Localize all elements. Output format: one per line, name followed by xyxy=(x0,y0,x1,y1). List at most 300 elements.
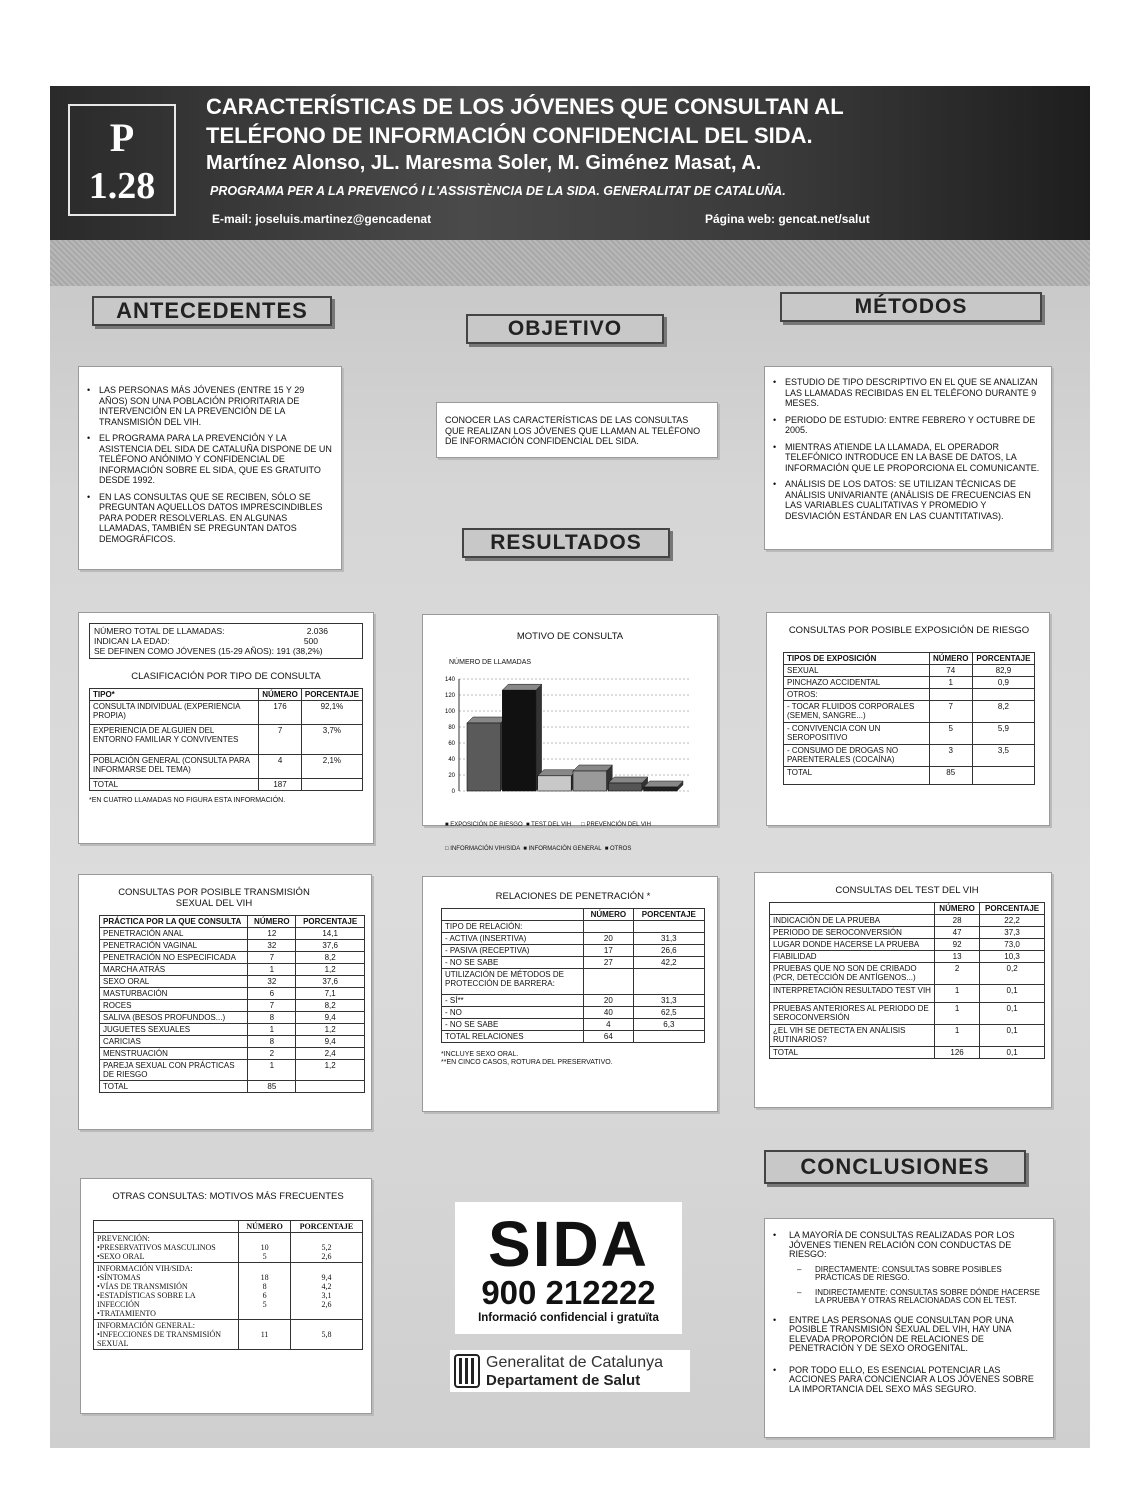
table-cell: TOTAL RELACIONES xyxy=(442,1031,584,1043)
table-cell xyxy=(584,921,634,933)
table-row xyxy=(770,915,1045,927)
table-cell: 20 xyxy=(584,933,634,945)
table-cell: 6,3 xyxy=(633,1019,704,1031)
title-line-2: TELÉFONO DE INFORMACIÓN CONFIDENCIAL DEL SIDA. xyxy=(206,123,813,148)
summary-label: NÚMERO TOTAL DE LLAMADAS: xyxy=(94,626,225,636)
conclusiones-heading: CONCLUSIONES xyxy=(764,1150,1026,1184)
generalitat-logo xyxy=(450,1350,690,1392)
table-cell: 8,2 xyxy=(296,952,365,964)
table-cell: TOTAL xyxy=(784,767,930,785)
table-row xyxy=(442,1031,705,1043)
poster-title xyxy=(206,92,1066,150)
bullet-icon: • xyxy=(773,1314,777,1325)
table-row xyxy=(90,701,363,725)
table-row xyxy=(770,1025,1045,1047)
table-cell: 1 xyxy=(929,677,972,689)
antecedentes-item: • EN LAS CONSULTAS QUE SE RECIBEN, SÓLO SE PREGUNTAN AQUELLOS DATOS IMPRESCINDIBLES PARA PODER RESOLVERLAS. EN ALGUNAS LLAMADAS, TAMBIÉN SE PREGUNTAN DATOS DEMOGRÁFICOS. xyxy=(85,492,333,545)
table-cell: 3 xyxy=(929,745,972,767)
table-cell: SEXUAL xyxy=(784,665,930,677)
y-tick-label: 120 xyxy=(444,693,455,699)
column-header xyxy=(94,1221,239,1233)
summary-box xyxy=(89,623,363,659)
table-title: CONSULTAS POR POSIBLE EXPOSICIÓN DE RIESGO xyxy=(788,625,1030,636)
table-cell: 32 xyxy=(248,940,296,952)
table-cell: PREVENCIÓN: •PRESERVATIVOS MASCULINOS •SEXO ORAL xyxy=(94,1233,239,1263)
conclusion-item xyxy=(773,1231,1045,1306)
table-cell: MENSTRUACIÓN xyxy=(100,1048,248,1060)
y-tick-label: 40 xyxy=(448,757,455,763)
conclusion-text: POR TODO ELLO, ES ESENCIAL POTENCIAR LAS ACCIONES PARA CONCIENCIAR A LOS JÓVENES SOBRE LA IMPORTANCIA DEL SEXO MÁS SEGURO. xyxy=(789,1364,1034,1394)
column-header: NÚMERO xyxy=(239,1221,291,1233)
table-cell: 9,4 4,2 3,1 2,6 xyxy=(290,1263,362,1320)
table-row xyxy=(100,1060,365,1081)
exposicion-card xyxy=(766,612,1050,826)
objetivo-card xyxy=(436,402,718,458)
website: Página web: gencat.net/salut xyxy=(705,212,870,226)
table-row xyxy=(100,928,365,940)
column-header xyxy=(770,903,935,915)
column-header: PORCENTAJE xyxy=(290,1221,362,1233)
column-header: PORCENTAJE xyxy=(301,689,362,701)
table-cell: - ACTIVA (INSERTIVA) xyxy=(442,933,584,945)
table-cell: 8 xyxy=(248,1012,296,1024)
bar-1 xyxy=(467,717,507,791)
table-row xyxy=(94,1263,363,1320)
table-row xyxy=(442,945,705,957)
table-cell: 11 xyxy=(239,1320,291,1350)
metodos-heading: MÉTODOS xyxy=(780,292,1042,322)
table-cell: ROCES xyxy=(100,1000,248,1012)
table-cell: 1,2 xyxy=(296,1060,365,1081)
table-row xyxy=(770,1003,1045,1025)
table-cell: 37,3 xyxy=(980,927,1045,939)
table-title: CONSULTAS POR POSIBLE TRANSMISIÓN SEXUAL DEL VIH xyxy=(118,887,310,909)
table-cell: 3,7% xyxy=(301,725,362,755)
table-row xyxy=(100,1000,365,1012)
table-row xyxy=(784,745,1035,767)
table-cell: SEXO ORAL xyxy=(100,976,248,988)
table-cell: 6 xyxy=(248,988,296,1000)
table-cell: PENETRACIÓN NO ESPECIFICADA xyxy=(100,952,248,964)
table-cell: 18 8 6 5 xyxy=(239,1263,291,1320)
table-header-row xyxy=(784,653,1035,665)
column-header: NÚMERO xyxy=(935,903,980,915)
table-row xyxy=(442,969,705,995)
table-cell: 1 xyxy=(248,964,296,976)
table-cell: 9,4 xyxy=(296,1036,365,1048)
table-cell: MARCHA ATRÁS xyxy=(100,964,248,976)
metodos-item: • PERIODO DE ESTUDIO: ENTRE FEBRERO Y OCTUBRE DE 2005. xyxy=(771,415,1043,436)
table-cell: SALIVA (BESOS PROFUNDOS...) xyxy=(100,1012,248,1024)
table-cell: 73,0 xyxy=(980,939,1045,951)
table-cell: 37,6 xyxy=(296,976,365,988)
table-row xyxy=(784,701,1035,723)
column-header: NÚMERO xyxy=(248,916,296,928)
antecedentes-item: • EL PROGRAMA PARA LA PREVENCIÓN Y LA ASISTENCIA DEL SIDA DE CATALUÑA DISPONE DE UN TELÉFONO ANÓNIMO Y CONFIDENCIAL DE INFORMACIÓN SOBRE EL SIDA, QUE ES GRATUITO DESDE 1992. xyxy=(85,433,333,486)
table-cell xyxy=(972,767,1034,785)
legend-line: □ INFORMACIÓN VIH/SIDA ■ INFORMACIÓN GENERAL ■ OTROS xyxy=(445,846,632,852)
table-cell xyxy=(301,779,362,791)
table-cell: 5,2 2,6 xyxy=(290,1233,362,1263)
metodos-card xyxy=(764,366,1052,550)
bullet-icon: • xyxy=(773,1230,777,1240)
table-row xyxy=(442,1007,705,1019)
table-cell: EXPERIENCIA DE ALGUIEN DEL ENTORNO FAMILIAR Y CONVIVENTES xyxy=(90,725,259,755)
table-title: OTRAS CONSULTAS: MOTIVOS MÁS FRECUENTES xyxy=(112,1191,344,1202)
table-row xyxy=(94,1233,363,1263)
table-cell: JUGUETES SEXUALES xyxy=(100,1024,248,1036)
table-cell: 13 xyxy=(935,951,980,963)
table-cell: 2 xyxy=(248,1048,296,1060)
table-cell: 126 xyxy=(935,1047,980,1059)
chart-ylabel: NÚMERO DE LLAMADAS xyxy=(449,659,532,666)
table-cell: - PASIVA (RECEPTIVA) xyxy=(442,945,584,957)
table-row xyxy=(100,940,365,952)
metodos-item: • MIENTRAS ATIENDE LA LLAMADA, EL OPERADOR TELEFÓNICO INTRODUCE EN LA BASE DE DATOS, LA INFORMACIÓN QUE LE PROPORCIONA EL COMUNICANTE. xyxy=(771,442,1043,474)
generalitat-emblem-icon xyxy=(454,1354,480,1388)
table-cell: 14,1 xyxy=(296,928,365,940)
motivo-chart xyxy=(423,673,719,803)
column-header xyxy=(442,909,584,921)
y-tick-label: 140 xyxy=(444,677,455,683)
bar-6 xyxy=(644,781,684,791)
sida-phone: 900 212222 xyxy=(481,1274,656,1311)
legend-line: ■ EXPOSICIÓN DE RIESGO ■ TEST DEL VIH □ PREVENCIÓN DEL VIH xyxy=(445,822,651,828)
poster-number: 1.28 xyxy=(88,165,156,207)
bar-5 xyxy=(608,777,648,791)
table-cell: 7,1 xyxy=(296,988,365,1000)
table-row xyxy=(770,1047,1045,1059)
table-row xyxy=(100,976,365,988)
summary-value: 500 xyxy=(303,636,318,646)
tipo-consulta-table xyxy=(89,688,363,791)
table-cell xyxy=(972,689,1034,701)
y-tick-label: 60 xyxy=(448,741,455,747)
table-cell: TOTAL xyxy=(770,1047,935,1059)
table-cell: 0,1 xyxy=(980,985,1045,1003)
table-row xyxy=(442,933,705,945)
table-row xyxy=(94,1320,363,1350)
table-cell: 64 xyxy=(584,1031,634,1043)
table-cell: INTERPRETACIÓN RESULTADO TEST VIH xyxy=(770,985,935,1003)
table-cell: 62,5 xyxy=(633,1007,704,1019)
table-cell: - NO SE SABE xyxy=(442,957,584,969)
table-cell: 1 xyxy=(248,1024,296,1036)
table-header-row xyxy=(100,916,365,928)
chart-title: MOTIVO DE CONSULTA xyxy=(516,631,624,642)
column-header: PRÁCTICA POR LA QUE CONSULTA xyxy=(100,916,248,928)
table-cell: 1 xyxy=(935,1003,980,1025)
table-cell: 10,3 xyxy=(980,951,1045,963)
sida-advert xyxy=(455,1202,682,1334)
table-cell: 92 xyxy=(935,939,980,951)
table-cell: PAREJA SEXUAL CON PRÁCTICAS DE RIESGO xyxy=(100,1060,248,1081)
test-vih-table xyxy=(769,902,1045,1059)
conclusion-subitem xyxy=(789,1266,1045,1283)
bar-4 xyxy=(573,765,613,791)
table-cell xyxy=(929,689,972,701)
table-cell: 5 xyxy=(929,723,972,745)
table-row xyxy=(90,779,363,791)
dash-icon: – xyxy=(797,1287,802,1297)
table-cell: CONSULTA INDIVIDUAL (EXPERIENCIA PROPIA) xyxy=(90,701,259,725)
table-cell xyxy=(633,1031,704,1043)
table-row xyxy=(100,952,365,964)
metodos-item: • ESTUDIO DE TIPO DESCRIPTIVO EN EL QUE SE ANALIZAN LAS LLAMADAS RECIBIDAS EN EL TELÉFONO DURANTE 9 MESES. xyxy=(771,377,1043,409)
transmision-table xyxy=(99,915,365,1093)
sida-word: SIDA xyxy=(488,1208,649,1280)
y-tick-label: 0 xyxy=(451,789,455,795)
table-cell: 12 xyxy=(248,928,296,940)
table-cell: PENETRACIÓN ANAL xyxy=(100,928,248,940)
table-row xyxy=(442,995,705,1007)
table-cell: - SÍ** xyxy=(442,995,584,1007)
table-cell: 1,2 xyxy=(296,1024,365,1036)
conclusion-text: LA MAYORÍA DE CONSULTAS REALIZADAS POR LOS JÓVENES TIENEN RELACIÓN CON CONDUCTAS DE RIESGO: xyxy=(789,1230,1015,1259)
table-row xyxy=(100,1024,365,1036)
table-cell xyxy=(633,921,704,933)
objetivo-text: CONOCER LAS CARACTERÍSTICAS DE LAS CONSULTAS QUE REALIZAN LOS JÓVENES QUE LLAMAN AL TELÉFONO DE INFORMACIÓN CONFIDENCIAL DEL SIDA. xyxy=(445,415,701,446)
summary-line xyxy=(94,626,358,636)
table-header-row xyxy=(90,689,363,701)
y-tick-label: 100 xyxy=(444,709,455,715)
table-cell xyxy=(296,1081,365,1093)
table-cell: 17 xyxy=(584,945,634,957)
chart-legend xyxy=(445,805,651,869)
table-row xyxy=(442,1019,705,1031)
table-cell: 85 xyxy=(929,767,972,785)
table-cell: TIPO DE RELACIÓN: xyxy=(442,921,584,933)
table-cell xyxy=(633,969,704,995)
table-cell: 74 xyxy=(929,665,972,677)
table-cell: 0,1 xyxy=(980,1003,1045,1025)
table-row xyxy=(100,1048,365,1060)
conclusion-subtext: DIRECTAMENTE: CONSULTAS SOBRE POSIBLES PRÁCTICAS DE RIESGO. xyxy=(815,1264,1002,1282)
table-cell: 20 xyxy=(584,995,634,1007)
summary-label: INDICAN LA EDAD: xyxy=(94,636,170,646)
table-cell: 0,9 xyxy=(972,677,1034,689)
antecedentes-item: • LAS PERSONAS MÁS JÓVENES (ENTRE 15 Y 29 AÑOS) SON UNA POBLACIÓN PRIORITARIA DE INTERVENCIÓN EN LA PREVENCIÓN DE LA TRANSMISIÓN DEL VIH. xyxy=(85,385,333,427)
table-row xyxy=(770,963,1045,985)
summary-value: 2.036 xyxy=(306,626,328,636)
table-cell: MASTURBACIÓN xyxy=(100,988,248,1000)
table-title: RELACIONES DE PENETRACIÓN * xyxy=(495,891,651,902)
table-cell: 8,2 xyxy=(972,701,1034,723)
table-header-row xyxy=(770,903,1045,915)
table-row xyxy=(442,921,705,933)
table-cell: 1,2 xyxy=(296,964,365,976)
y-tick-label: 20 xyxy=(448,773,455,779)
table-cell: 0,1 xyxy=(980,1025,1045,1047)
table-cell: 8 xyxy=(248,1036,296,1048)
program: PROGRAMA PER A LA PREVENCÓ I L'ASSISTÈNCIA DE LA SIDA. GENERALITAT DE CATALUÑA. xyxy=(210,184,786,198)
table-cell: - NO SE SABE xyxy=(442,1019,584,1031)
table-cell: 2,1% xyxy=(301,755,362,779)
email: E-mail: joseluis.martinez@gencadenat xyxy=(212,212,432,226)
table-cell: CARICIAS xyxy=(100,1036,248,1048)
table-cell: UTILIZACIÓN DE MÉTODOS DE PROTECCIÓN DE BARRERA: xyxy=(442,969,584,995)
table-cell: - TOCAR FLUIDOS CORPORALES (SEMEN, SANGRE...) xyxy=(784,701,930,723)
table-row xyxy=(100,1081,365,1093)
table-cell: 82,9 xyxy=(972,665,1034,677)
table-cell: 31,3 xyxy=(633,995,704,1007)
conclusion-item xyxy=(773,1366,1045,1395)
table-cell: 8,2 xyxy=(296,1000,365,1012)
table-row xyxy=(784,665,1035,677)
table-cell: 10 5 xyxy=(239,1233,291,1263)
table-cell: PRUEBAS QUE NO SON DE CRIBADO (PCR, DETECCIÓN DE ANTÍGENOS...) xyxy=(770,963,935,985)
table-cell: 2,4 xyxy=(296,1048,365,1060)
table-cell: 92,1% xyxy=(301,701,362,725)
table-cell: 32 xyxy=(248,976,296,988)
table-cell: 28 xyxy=(935,915,980,927)
table-row xyxy=(100,1012,365,1024)
table-cell: TOTAL xyxy=(90,779,259,791)
summary-line xyxy=(94,636,358,646)
column-header: TIPO* xyxy=(90,689,259,701)
table-title: CONSULTAS DEL TEST DEL VIH xyxy=(835,885,979,896)
motivo-chart-card xyxy=(422,614,718,852)
table-row xyxy=(770,985,1045,1003)
penetracion-table xyxy=(441,908,705,1043)
table-header-row xyxy=(442,909,705,921)
department-name: Departament de Salut xyxy=(486,1372,641,1389)
table-cell: 2 xyxy=(935,963,980,985)
penetracion-card xyxy=(422,876,718,1112)
table-cell: POBLACIÓN GENERAL (CONSULTA PARA INFORMARSE DEL TEMA) xyxy=(90,755,259,779)
table-cell: 187 xyxy=(259,779,302,791)
table-cell: 4 xyxy=(259,755,302,779)
table-cell: 27 xyxy=(584,957,634,969)
bullet-icon: • xyxy=(773,1364,777,1375)
table-row xyxy=(770,927,1045,939)
poster-letter: P xyxy=(109,115,135,160)
metodos-item: • ANÁLISIS DE LOS DATOS: SE UTILIZAN TÉCNICAS DE ANÁLISIS UNIVARIANTE (ANÁLISIS DE FRECUENCIAS EN LAS VARIABLES CUALITATIVAS Y PROMEDIO Y DESVIACIÓN ESTÁNDAR EN LAS CUANTITATIVAS). xyxy=(771,479,1043,521)
table-row xyxy=(90,725,363,755)
table-cell: 4 xyxy=(584,1019,634,1031)
bar-3 xyxy=(538,770,578,791)
table-cell: 0,1 xyxy=(980,1047,1045,1059)
table-row xyxy=(784,677,1035,689)
table-cell: 5,9 xyxy=(972,723,1034,745)
table-row xyxy=(90,755,363,779)
header-band xyxy=(50,240,1090,286)
table-cell: 37,6 xyxy=(296,940,365,952)
table-row xyxy=(770,951,1045,963)
tipo-consulta-card xyxy=(78,612,374,844)
column-header: NÚMERO xyxy=(929,653,972,665)
table-row xyxy=(784,767,1035,785)
column-header: NÚMERO xyxy=(259,689,302,701)
table-cell: INFORMACIÓN GENERAL: •INFECCIONES DE TRANSMISIÓN SEXUAL xyxy=(94,1320,239,1350)
y-tick-label: 80 xyxy=(448,725,455,731)
table-cell: 42,2 xyxy=(633,957,704,969)
table-row xyxy=(100,1036,365,1048)
column-header: NÚMERO xyxy=(584,909,634,921)
title-line-1: CARACTERÍSTICAS DE LOS JÓVENES QUE CONSULTAN AL xyxy=(206,94,844,119)
column-header: PORCENTAJE xyxy=(296,916,365,928)
table-cell: PENETRACIÓN VAGINAL xyxy=(100,940,248,952)
table-cell: - CONSUMO DE DROGAS NO PARENTERALES (COCAÍNA) xyxy=(784,745,930,767)
table-cell: 31,3 xyxy=(633,933,704,945)
table-cell: 1 xyxy=(935,985,980,1003)
column-header: TIPOS DE EXPOSICIÓN xyxy=(784,653,930,665)
table-cell: 176 xyxy=(259,701,302,725)
table-note xyxy=(441,1051,705,1067)
table-cell: PINCHAZO ACCIDENTAL xyxy=(784,677,930,689)
column-header: PORCENTAJE xyxy=(980,903,1045,915)
table-row xyxy=(100,964,365,976)
table-cell: 7 xyxy=(929,701,972,723)
conclusion-subtext: INDIRECTAMENTE: CONSULTAS SOBRE DÓNDE HACERSE LA PRUEBA Y OTRAS RELACIONADAS CON EL TEST. xyxy=(815,1287,1040,1305)
table-cell: 22,2 xyxy=(980,915,1045,927)
exposicion-table xyxy=(783,652,1035,785)
table-cell: ¿EL VIH SE DETECTA EN ANÁLISIS RUTINARIOS? xyxy=(770,1025,935,1047)
table-row xyxy=(100,988,365,1000)
table-row xyxy=(784,723,1035,745)
conclusion-item xyxy=(773,1316,1045,1354)
table-cell: INDICACIÓN DE LA PRUEBA xyxy=(770,915,935,927)
table-row xyxy=(442,957,705,969)
conclusion-text: ENTRE LAS PERSONAS QUE CONSULTAN POR UNA POSIBLE TRANSMISIÓN SEXUAL DEL VIH, HAY UNA ELEVADA PROPORCIÓN DE RELACIONES DE PENETRACIÓN Y DE SEXO OROGENITAL. xyxy=(789,1314,1014,1353)
table-header-row xyxy=(94,1221,363,1233)
transmision-card xyxy=(78,874,372,1130)
table-cell: 9,4 xyxy=(296,1012,365,1024)
table-cell: 26,6 xyxy=(633,945,704,957)
table-cell: 7 xyxy=(259,725,302,755)
table-cell: 7 xyxy=(248,952,296,964)
test-vih-card xyxy=(754,872,1052,1108)
column-header: PORCENTAJE xyxy=(633,909,704,921)
table-cell: 40 xyxy=(584,1007,634,1019)
table-cell: INFORMACIÓN VIH/SIDA: •SÍNTOMAS •VÍAS DE TRANSMISIÓN •ESTADÍSTICAS SOBRE LA INFECCIÓN •TRATAMIENTO xyxy=(94,1263,239,1320)
poster-number-box xyxy=(68,104,176,216)
summary-line: SE DEFINEN COMO JÓVENES (15-29 AÑOS): 191 (38,2%) xyxy=(94,646,323,656)
sida-tagline: Informació confidencial i gratuïta xyxy=(478,1312,659,1324)
otras-card xyxy=(80,1178,372,1414)
antecedentes-heading: ANTECEDENTES xyxy=(92,296,332,326)
authors: Martínez Alonso, JL. Maresma Soler, M. Giménez Masat, A. xyxy=(206,152,762,174)
otras-table xyxy=(93,1220,363,1350)
table-cell xyxy=(584,969,634,995)
table-cell: FIABILIDAD xyxy=(770,951,935,963)
table-cell: PRUEBAS ANTERIORES AL PERIODO DE SEROCONVERSIÓN xyxy=(770,1003,935,1025)
table-cell: LUGAR DONDE HACERSE LA PRUEBA xyxy=(770,939,935,951)
table-cell: - NO xyxy=(442,1007,584,1019)
note-line: **EN CINCO CASOS, ROTURA DEL PRESERVATIVO. xyxy=(441,1059,613,1066)
table-cell: OTROS: xyxy=(784,689,930,701)
bar-2 xyxy=(502,684,542,791)
table-title: CLASIFICACIÓN POR TIPO DE CONSULTA xyxy=(131,671,321,682)
table-cell: 0,2 xyxy=(980,963,1045,985)
table-note: *EN CUATRO LLAMADAS NO FIGURA ESTA INFORMACIÓN. xyxy=(89,797,286,804)
table-cell: 1 xyxy=(248,1060,296,1081)
table-row xyxy=(784,689,1035,701)
resultados-heading: RESULTADOS xyxy=(462,528,670,558)
antecedentes-card xyxy=(78,366,342,570)
table-cell: 1 xyxy=(935,1025,980,1047)
table-cell: 85 xyxy=(248,1081,296,1093)
table-cell: 3,5 xyxy=(972,745,1034,767)
table-cell: PERIODO DE SEROCONVERSIÓN xyxy=(770,927,935,939)
conclusion-subitem xyxy=(789,1289,1045,1306)
table-cell: TOTAL xyxy=(100,1081,248,1093)
dash-icon: – xyxy=(797,1264,802,1274)
table-cell: - CONVIVENCIA CON UN SEROPOSITIVO xyxy=(784,723,930,745)
column-header: PORCENTAJE xyxy=(972,653,1034,665)
table-row xyxy=(770,939,1045,951)
table-cell: 7 xyxy=(248,1000,296,1012)
